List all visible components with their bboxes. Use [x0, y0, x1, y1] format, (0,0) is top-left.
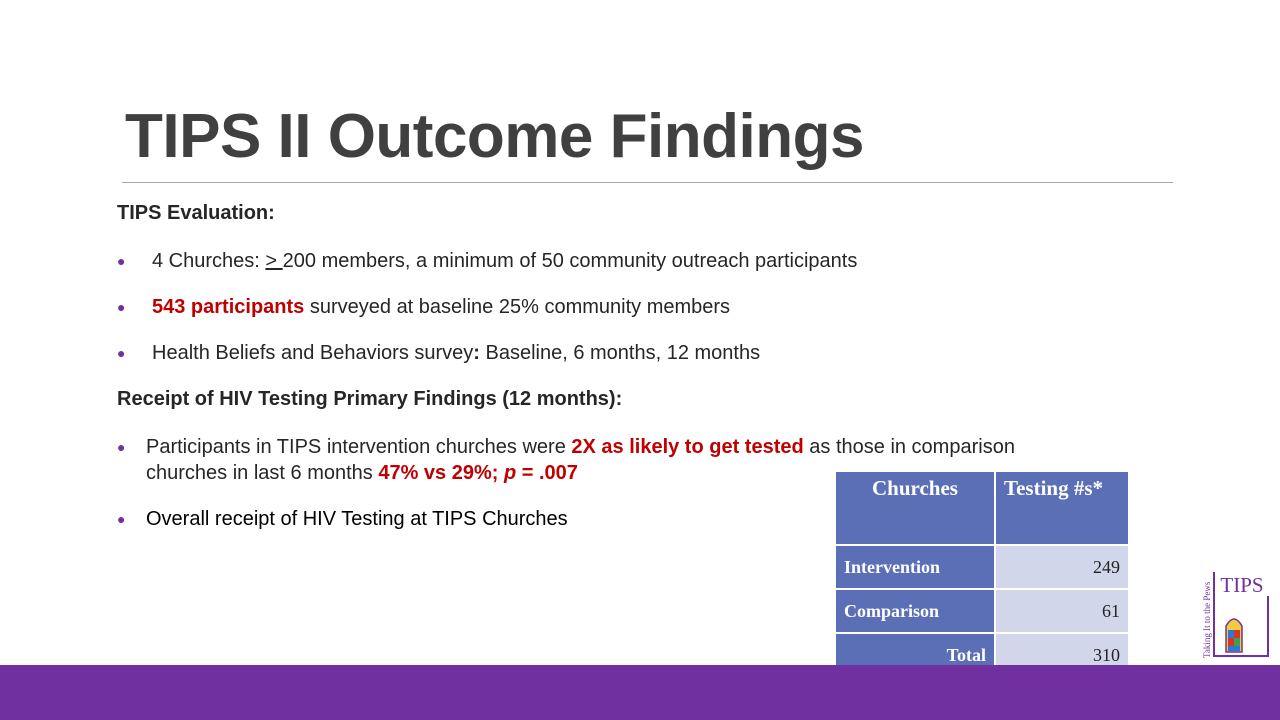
likelihood-highlight: 2X as likely to get tested: [571, 436, 804, 458]
participants-highlight: 543 participants: [152, 296, 305, 318]
table-row-value: 61: [995, 589, 1129, 633]
bullet-icon: ●: [117, 511, 126, 527]
evaluation-bullet-survey: [117, 340, 1077, 366]
bullet-text: Health Beliefs and Behaviors survey: [152, 342, 474, 364]
p-symbol: p: [503, 462, 517, 484]
bullet-text: 200 members, a minimum of 50 community outreach participants: [282, 250, 858, 272]
stained-glass-window-icon: [1226, 619, 1242, 652]
title-divider: [122, 182, 1173, 183]
evaluation-bullet-participants: [117, 294, 1077, 320]
evaluation-bullet-churches: [117, 248, 1077, 274]
table-row: [835, 589, 1129, 633]
table-row-value: 310: [995, 633, 1129, 677]
findings-heading: Receipt of HIV Testing Primary Findings (12 months):: [117, 388, 623, 410]
greater-equal-symbol: >: [265, 250, 283, 272]
bullet-text: Overall receipt of HIV Testing at TIPS Churches: [146, 508, 568, 530]
bullet-icon: ●: [117, 439, 126, 455]
table-row-label: Total: [835, 633, 995, 677]
bullet-text: as those in comparison churches in last 6 months: [146, 436, 1015, 484]
bullet-text: Baseline, 6 months, 12 months: [479, 342, 761, 364]
table-header-testing: Testing #s*: [995, 471, 1129, 545]
table-row: [835, 545, 1129, 589]
footer-bar: [0, 665, 1280, 720]
bullet-icon: ●: [117, 299, 126, 315]
bullet-text: 4 Churches:: [152, 250, 266, 272]
bullet-text: surveyed at baseline 25% community members: [304, 296, 731, 318]
table-row-value: 249: [995, 545, 1129, 589]
slide-title: TIPS II Outcome Findings: [125, 102, 864, 171]
table-header-row: [835, 471, 1129, 545]
evaluation-heading: TIPS Evaluation:: [117, 202, 275, 224]
tips-logo: [1200, 566, 1270, 661]
table-header-churches: Churches: [835, 471, 995, 545]
stats-highlight: 47% vs 29%;: [378, 462, 504, 484]
bullet-icon: ●: [117, 253, 126, 269]
bullet-colon: :: [473, 342, 480, 364]
logo-tagline: Taking It to the Pews: [1202, 581, 1212, 658]
table-row-label: Comparison: [835, 589, 995, 633]
bullet-icon: ●: [117, 345, 126, 361]
table-row-label: Intervention: [835, 545, 995, 589]
logo-text: TIPS: [1220, 573, 1264, 597]
p-value: = .007: [516, 462, 578, 484]
testing-table: [834, 470, 1130, 678]
bullet-text: Participants in TIPS intervention churches were: [146, 436, 572, 458]
